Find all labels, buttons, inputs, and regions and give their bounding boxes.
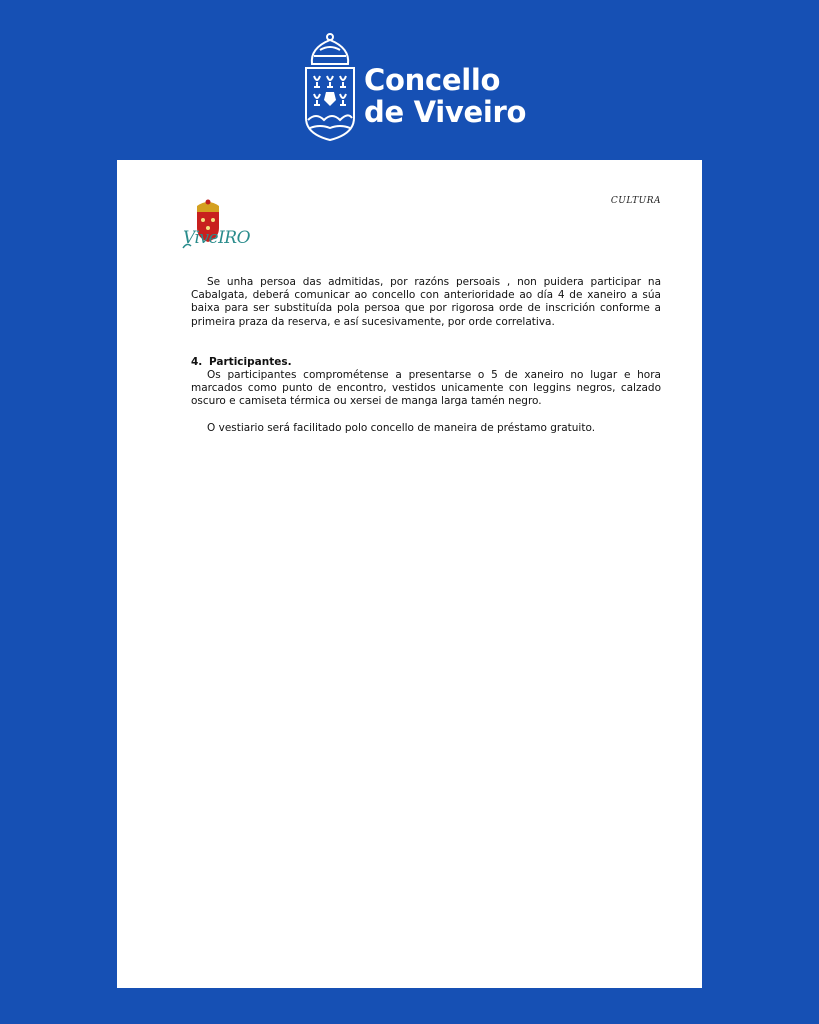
- section-title: Participantes.: [209, 355, 292, 368]
- brand-title: [364, 64, 526, 128]
- document-page: [117, 160, 702, 988]
- brand-line-1: Concello: [364, 63, 501, 97]
- document-body: [191, 276, 661, 435]
- paragraph-admission: Se unha persoa das admitidas, por razóns persoais , non puidera participar na Cabalgata, deberá comunicar ao concello con anterioridade ao día 4 de xaneiro a súa baixa para ser substituída pola persoa que por rigorosa orde de inscrición conforme a primeira praza da reserva, e así sucesivamente, por orde correlativa.: [191, 276, 661, 328]
- viveiro-coat-of-arms-icon: [300, 30, 360, 142]
- brand-line-2: de Viveiro: [364, 95, 527, 129]
- section-tag: CULTURA: [610, 196, 661, 206]
- doc-logo-text: ViveIRO: [183, 228, 251, 248]
- section-number: 4.: [191, 355, 203, 368]
- paragraph-wardrobe: O vestiario será facilitado polo concello de maneira de préstamo gratuito.: [207, 421, 596, 434]
- page-header: [0, 0, 819, 160]
- paragraph-participants: Os participantes comprométense a presentarse o 5 de xaneiro no lugar e hora marcados como punto de encontro, vestidos unicamente con leggins negros, calzado oscuro e camiseta térmica ou xersei de manga larga tamén negro.: [191, 369, 661, 408]
- section-heading-participants: [191, 356, 661, 369]
